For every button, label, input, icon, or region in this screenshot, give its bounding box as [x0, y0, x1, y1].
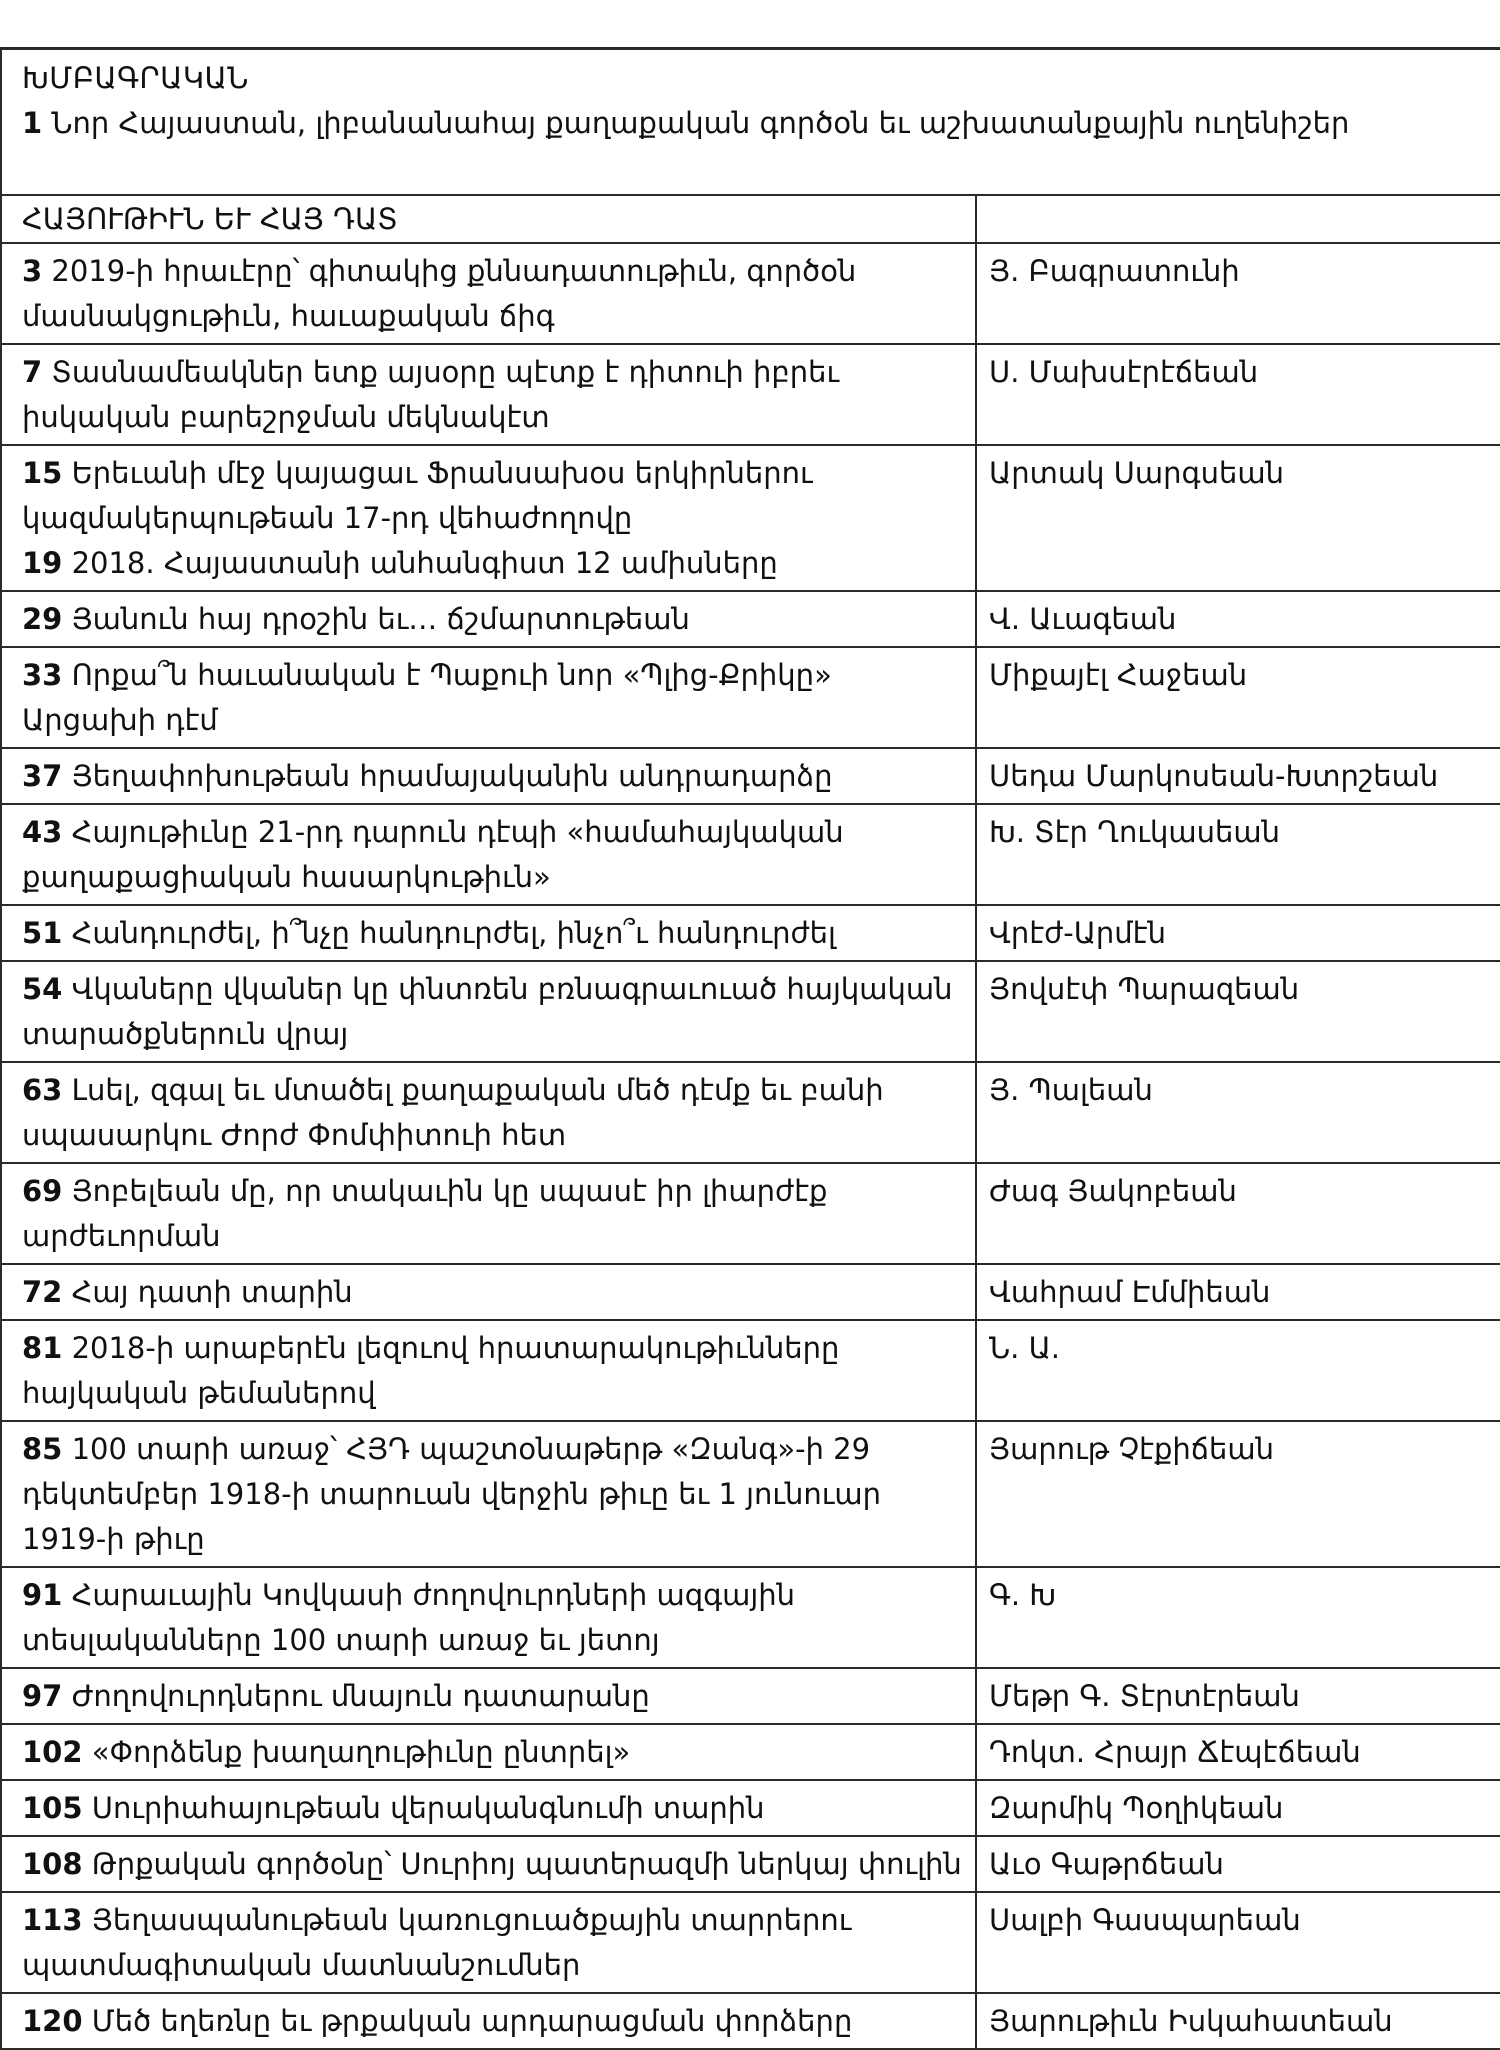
- entry-title: Լսել, զգալ եւ մտածել քաղաքական մեծ դէմք եւ բանի սպասարկու Ժորժ Փոմփիտուի հետ: [22, 1073, 884, 1152]
- page-number: 105: [22, 1791, 83, 1825]
- page-number: 33: [22, 658, 63, 692]
- page-number: 3: [22, 254, 43, 288]
- editorial-cell: [1, 49, 1500, 196]
- editorial-heading: ԽՄԲԱԳՐԱԿԱՆ: [22, 61, 249, 95]
- page-number: 120: [22, 2004, 83, 2038]
- author-cell: Սեդա Մարկոսեան-Խտրշեան: [976, 748, 1500, 804]
- toc-title-cell: [1, 1320, 976, 1421]
- page-number: 108: [22, 1847, 83, 1881]
- page-number: 72: [22, 1275, 63, 1309]
- author-cell: Միքայէլ Հաջեան: [976, 647, 1500, 748]
- toc-row: [1, 344, 1500, 445]
- page-number: 102: [22, 1735, 83, 1769]
- editorial-entry: [22, 101, 1490, 146]
- toc-title-cell: [1, 1264, 976, 1320]
- contents-table: [0, 47, 1500, 2050]
- toc-row: [1, 591, 1500, 647]
- entry-title: Որքա՞ն հաւանական է Պաքուի նոր «Պլից-Քրիկը» Արցախի դէմ: [22, 658, 832, 737]
- section-row: [1, 195, 1500, 243]
- toc-title-cell: [1, 905, 976, 961]
- page-number: 69: [22, 1174, 63, 1208]
- toc-title-cell: [1, 1567, 976, 1668]
- entry-title: 2019-ի հրաւէրը՝ գիտակից քննադատութիւն, գործօն մասնակցութիւն, հաւաքական ճիգ: [22, 254, 857, 333]
- page-number: 29: [22, 602, 63, 636]
- entry-title: Թրքական գործօնը՝ Սուրիոյ պատերազմի ներկայ փուլին: [91, 1847, 962, 1881]
- toc-row: [1, 1421, 1500, 1567]
- toc-row: [1, 243, 1500, 344]
- author-cell: Խ. Տէր Ղուկասեան: [976, 804, 1500, 905]
- section-author-cell: [976, 195, 1500, 243]
- toc-title-cell: [1, 1421, 976, 1567]
- entry-title: 2018-ի արաբերէն լեզուով հրատարակութիւնները հայկական թեմաներով: [22, 1331, 840, 1410]
- author-cell: Վ. Աւագեան: [976, 591, 1500, 647]
- author-cell: Ժագ Յակոբեան: [976, 1163, 1500, 1264]
- page-number: 85: [22, 1432, 63, 1466]
- author-cell: Աւօ Գաթրճեան: [976, 1836, 1500, 1892]
- entry-title: Տասնամեակներ ետք այսօրը պէտք է դիտուի իբրեւ իսկական բարեշրջման մեկնակէտ: [22, 355, 840, 434]
- toc-title-cell: [1, 445, 976, 591]
- page-number: 15: [22, 456, 63, 490]
- toc-title-cell: [1, 647, 976, 748]
- toc-row: [1, 1780, 1500, 1836]
- toc-title-cell: [1, 1163, 976, 1264]
- page-number: 37: [22, 759, 63, 793]
- entry-title: Յեղափոխութեան հրամայականին անդրադարձը: [71, 759, 833, 793]
- entry-title: Վկաները վկաներ կը փնտռեն բռնագրաւուած հայկական տարածքներուն վրայ: [22, 972, 953, 1051]
- author-cell: Ս. Մախսէրէճեան: [976, 344, 1500, 445]
- section-title: ՀԱՅՈՒԹԻՒՆ ԵՒ ՀԱՅ ԴԱՏ: [1, 195, 976, 243]
- toc-title-cell: [1, 1724, 976, 1780]
- entry-title: Յեղասպանութեան կառուցուածքային տարրերու պատմագիտական մատնանշումներ: [22, 1903, 852, 1982]
- author-cell: Յարութիւն Իսկահատեան: [976, 1993, 1500, 2049]
- toc-row: [1, 1836, 1500, 1892]
- page-number: 63: [22, 1073, 63, 1107]
- entry-title: Հայութիւնը 21-րդ դարուն դէպի «համահայկական քաղաքացիական հասարկութիւն»: [22, 815, 844, 894]
- toc-title-cell: [1, 344, 976, 445]
- entry-title: 100 տարի առաջ՝ ՀՅԴ պաշտօնաթերթ «Զանգ»-ի 29 դեկտեմբեր 1918-ի տարուան վերջին թիւը եւ 1 յունուար 1919-ի թիւը: [22, 1432, 881, 1556]
- author-cell: Զարմիկ Պօղիկեան: [976, 1780, 1500, 1836]
- toc-title-cell: [1, 1780, 976, 1836]
- page-number: 43: [22, 815, 63, 849]
- page-number: 51: [22, 916, 63, 950]
- toc-title-cell: [1, 1668, 976, 1724]
- author-cell: Ն. Ա.: [976, 1320, 1500, 1421]
- entry-title: Հանդուրժել, ի՞նչը հանդուրժել, ինչո՞ւ հանդուրժել: [71, 916, 836, 950]
- author-cell: Սալբի Գասպարեան: [976, 1892, 1500, 1993]
- page-number: 1: [22, 106, 43, 140]
- toc-row: [1, 1163, 1500, 1264]
- entry-title: Հարաւային Կովկասի ժողովուրդների ազգային տեսլականները 100 տարի առաջ եւ յետոյ: [22, 1578, 796, 1657]
- toc-row: [1, 961, 1500, 1062]
- entry-title: Մեծ եղեռնը եւ թրքական արդարացման փորձերը: [91, 2004, 853, 2038]
- entry-title: Սուրիահայութեան վերականգնումի տարին: [91, 1791, 765, 1825]
- toc-row: [1, 1062, 1500, 1163]
- entry-title: 2018. Հայաստանի անհանգիստ 12 ամիսները: [71, 546, 778, 580]
- entry-title: Յանուն հայ դրօշին եւ… ճշմարտութեան: [71, 602, 690, 636]
- author-cell: Յովսէփ Պարազեան: [976, 961, 1500, 1062]
- author-cell: Արտակ Սարգսեան: [976, 445, 1500, 591]
- author-cell: Մեթր Գ. Տէրտէրեան: [976, 1668, 1500, 1724]
- entry-title: Նոր Հայաստան, լիբանանահայ քաղաքական գործօն եւ աշխատանքային ուղենիշեր: [51, 106, 1350, 140]
- toc-title-cell: [1, 748, 976, 804]
- toc-title-cell: [1, 804, 976, 905]
- toc-entry: [22, 451, 965, 541]
- page-number: 54: [22, 972, 63, 1006]
- page-number: 97: [22, 1679, 63, 1713]
- toc-title-cell: [1, 591, 976, 647]
- page-number: 7: [22, 355, 43, 389]
- entry-title: Երեւանի մէջ կայացաւ Ֆրանսախօս երկիրներու կազմակերպութեան 17-րդ վեհաժողովը: [22, 456, 813, 535]
- page-number: 91: [22, 1578, 63, 1612]
- toc-title-cell: [1, 1062, 976, 1163]
- toc-row: [1, 1993, 1500, 2049]
- page-number: 113: [22, 1903, 83, 1937]
- toc-row: [1, 1264, 1500, 1320]
- toc-title-cell: [1, 1993, 976, 2049]
- entry-title: Յոբելեան մը, որ տակաւին կը սպասէ իր լիարժէք արժեւորման: [22, 1174, 828, 1253]
- toc-row: [1, 1668, 1500, 1724]
- toc-row: [1, 1320, 1500, 1421]
- author-cell: Յ. Պալեան: [976, 1062, 1500, 1163]
- toc-row: [1, 1892, 1500, 1993]
- toc-row: [1, 804, 1500, 905]
- author-cell: Յ. Բագրատունի: [976, 243, 1500, 344]
- page-number: 81: [22, 1331, 63, 1365]
- author-cell: Վահրամ Էմմիեան: [976, 1264, 1500, 1320]
- author-cell: Յարութ Չէքիճեան: [976, 1421, 1500, 1567]
- page-number: 19: [22, 546, 63, 580]
- toc-row: [1, 1567, 1500, 1668]
- toc-row: [1, 445, 1500, 591]
- toc-row: [1, 1724, 1500, 1780]
- toc-title-cell: [1, 1892, 976, 1993]
- toc-title-cell: [1, 243, 976, 344]
- toc-title-cell: [1, 961, 976, 1062]
- toc-title-cell: [1, 1836, 976, 1892]
- author-cell: Դոկտ. Հրայր Ճէպէճեան: [976, 1724, 1500, 1780]
- editorial-row: [1, 49, 1500, 196]
- entry-title: Ժողովուրդներու մնայուն դատարանը: [71, 1679, 650, 1713]
- entry-title: Հայ դատի տարին: [71, 1275, 353, 1309]
- toc-row: [1, 647, 1500, 748]
- toc-row: [1, 748, 1500, 804]
- entry-title: «Փորձենք խաղաղութիւնը ընտրել»: [91, 1735, 631, 1769]
- author-cell: Վրէժ-Արմէն: [976, 905, 1500, 961]
- toc-row: [1, 905, 1500, 961]
- author-cell: Գ. Խ: [976, 1567, 1500, 1668]
- toc-entry: [22, 541, 965, 586]
